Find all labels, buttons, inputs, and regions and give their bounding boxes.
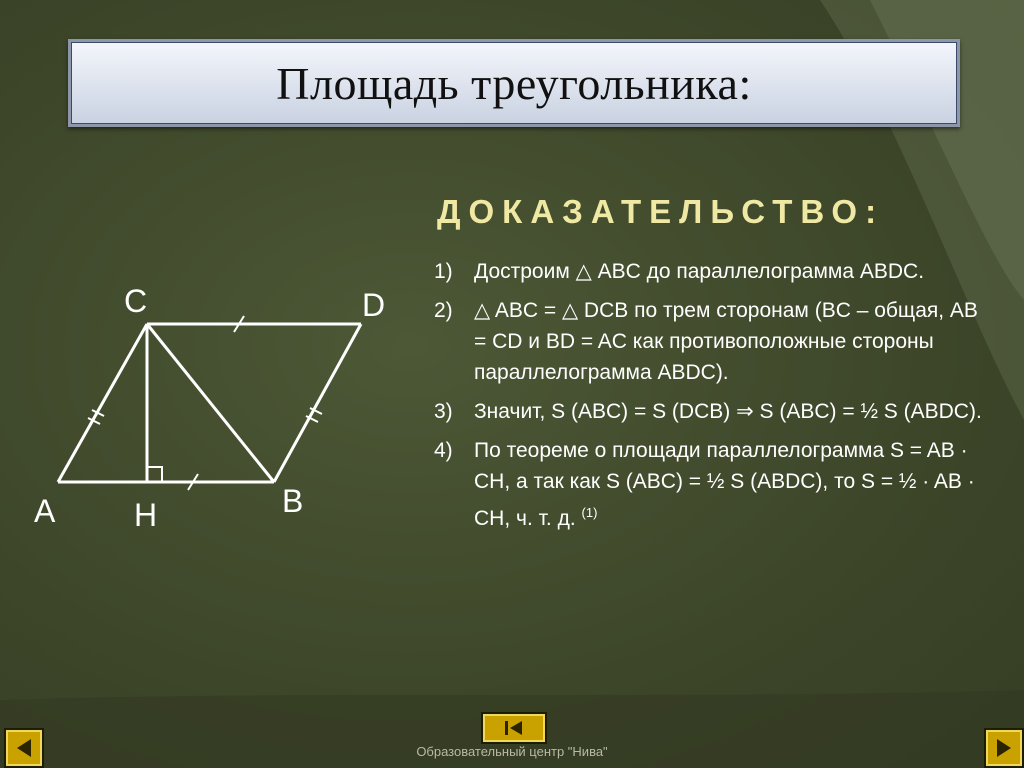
side-AC (58, 324, 147, 482)
return-start-icon (502, 719, 526, 737)
step-number: 4) (434, 439, 453, 462)
proof-steps (434, 256, 994, 542)
slide-title: Площадь треугольника: (276, 57, 752, 109)
step-text (474, 435, 994, 534)
point-label-A: A (34, 493, 56, 529)
step-text: Значит, S (ABC) = S (DCB) ⇒ S (ABC) = ½ S (ABDC). (474, 400, 982, 423)
step-text: △ ABC = △ DCB по трем сторонам (BC – общая, AB = CD и BD = AC как противоположные стороны параллелограмма ABDC). (474, 299, 978, 384)
diagonal-CB (147, 324, 274, 482)
step-number: 1) (434, 260, 453, 283)
point-label-B: B (282, 483, 304, 519)
proof-step (434, 295, 994, 388)
point-label-C: C (124, 283, 148, 319)
step-number: 3) (434, 400, 453, 423)
step-text-body: По теореме о площади параллелограмма S = AB · CH, а так как S (ABC) = ½ S (ABDC), то S = ½ · AB · CH, ч. т. д. (474, 439, 975, 530)
right-angle-mark (147, 467, 162, 482)
first-slide-button[interactable] (481, 712, 547, 744)
step-number: 2) (434, 299, 453, 322)
title-box (68, 39, 960, 127)
proof-step (434, 396, 994, 427)
parallelogram-figure (0, 270, 420, 540)
proof-heading: ДОКАЗАТЕЛЬСТВО: (437, 193, 885, 230)
point-label-D: D (362, 287, 386, 323)
proof-step (434, 256, 994, 287)
side-BD (274, 324, 361, 482)
point-label-H: H (134, 497, 158, 533)
step-text: Достроим △ ABC до параллелограмма ABDC. (474, 260, 925, 283)
footer-text: Образовательный центр "Нива" (416, 744, 608, 759)
formula-ref: (1) (581, 505, 598, 520)
proof-step (434, 435, 994, 534)
